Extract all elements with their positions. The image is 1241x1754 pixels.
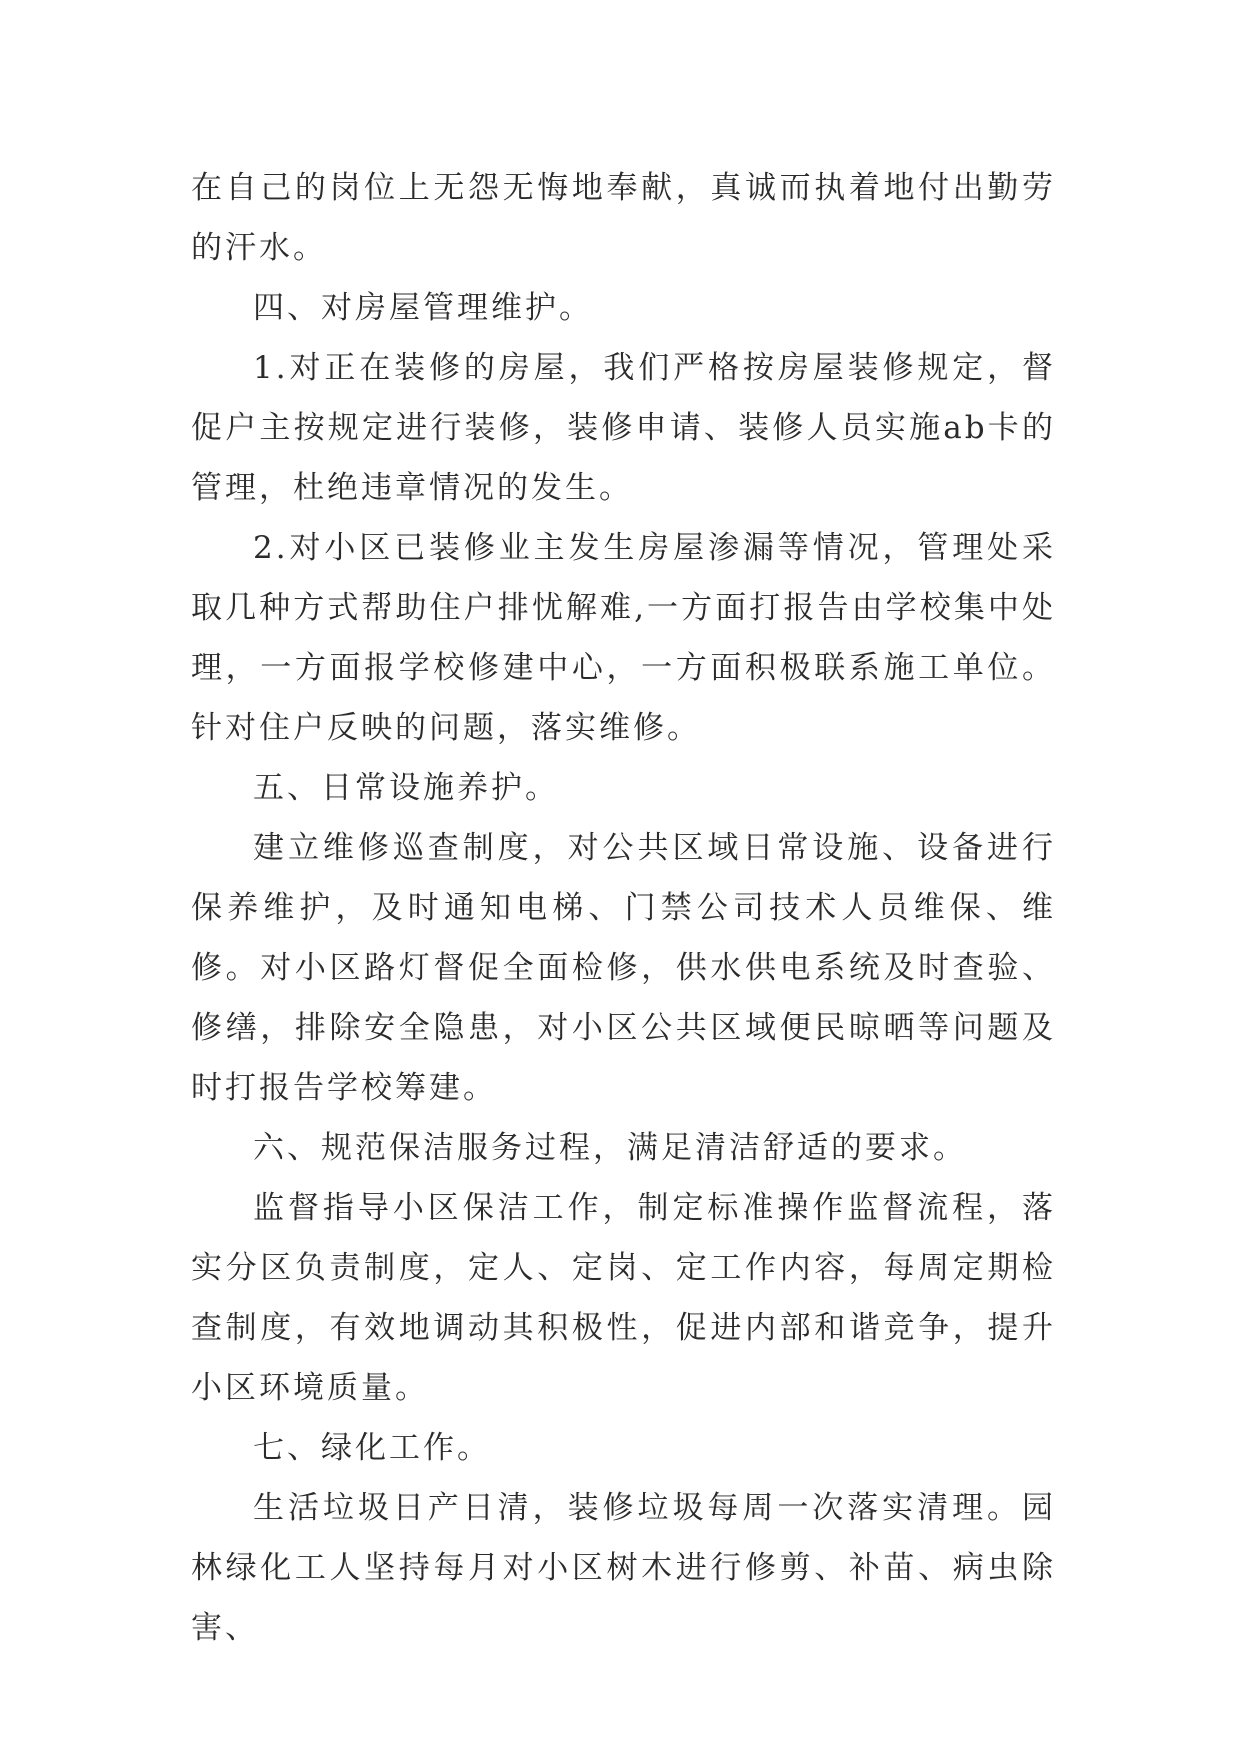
document-body: [191, 158, 1056, 1658]
paragraph-1: 在自己的岗位上无怨无悔地奉献，真诚而执着地付出勤劳的汗水。: [191, 170, 1056, 266]
heading-section-4: 四、对房屋管理维护。: [253, 290, 593, 326]
heading-section-5: 五、日常设施养护。: [253, 770, 559, 806]
heading-section-6: 六、规范保洁服务过程，满足清洁舒适的要求。: [253, 1130, 967, 1166]
paragraph-8: 监督指导小区保洁工作，制定标准操作监督流程，落实分区负责制度，定人、定岗、定工作内容，每周定期检查制度，有效地调动其积极性，促进内部和谐竞争，提升小区环境质量。: [191, 1190, 1056, 1406]
paragraph-4: 2.对小区已装修业主发生房屋渗漏等情况，管理处采取几种方式帮助住户排忧解难,一方面打报告由学校集中处理，一方面报学校修建中心，一方面积极联系施工单位。针对住户反映的问题，落实维修。: [191, 530, 1056, 746]
heading-section-7: 七、绿化工作。: [253, 1430, 491, 1466]
paragraph-6: 建立维修巡查制度，对公共区域日常设施、设备进行保养维护，及时通知电梯、门禁公司技术人员维保、维修。对小区路灯督促全面检修，供水供电系统及时查验、修缮，排除安全隐患，对小区公共区域便民晾晒等问题及时打报告学校筹建。: [191, 830, 1056, 1106]
paragraph-3: 1.对正在装修的房屋，我们严格按房屋装修规定，督促户主按规定进行装修，装修申请、装修人员实施ab卡的管理，杜绝违章情况的发生。: [191, 350, 1056, 506]
paragraph-10: 生活垃圾日产日清，装修垃圾每周一次落实清理。园林绿化工人坚持每月对小区树木进行修剪、补苗、病虫除害、: [191, 1490, 1056, 1646]
